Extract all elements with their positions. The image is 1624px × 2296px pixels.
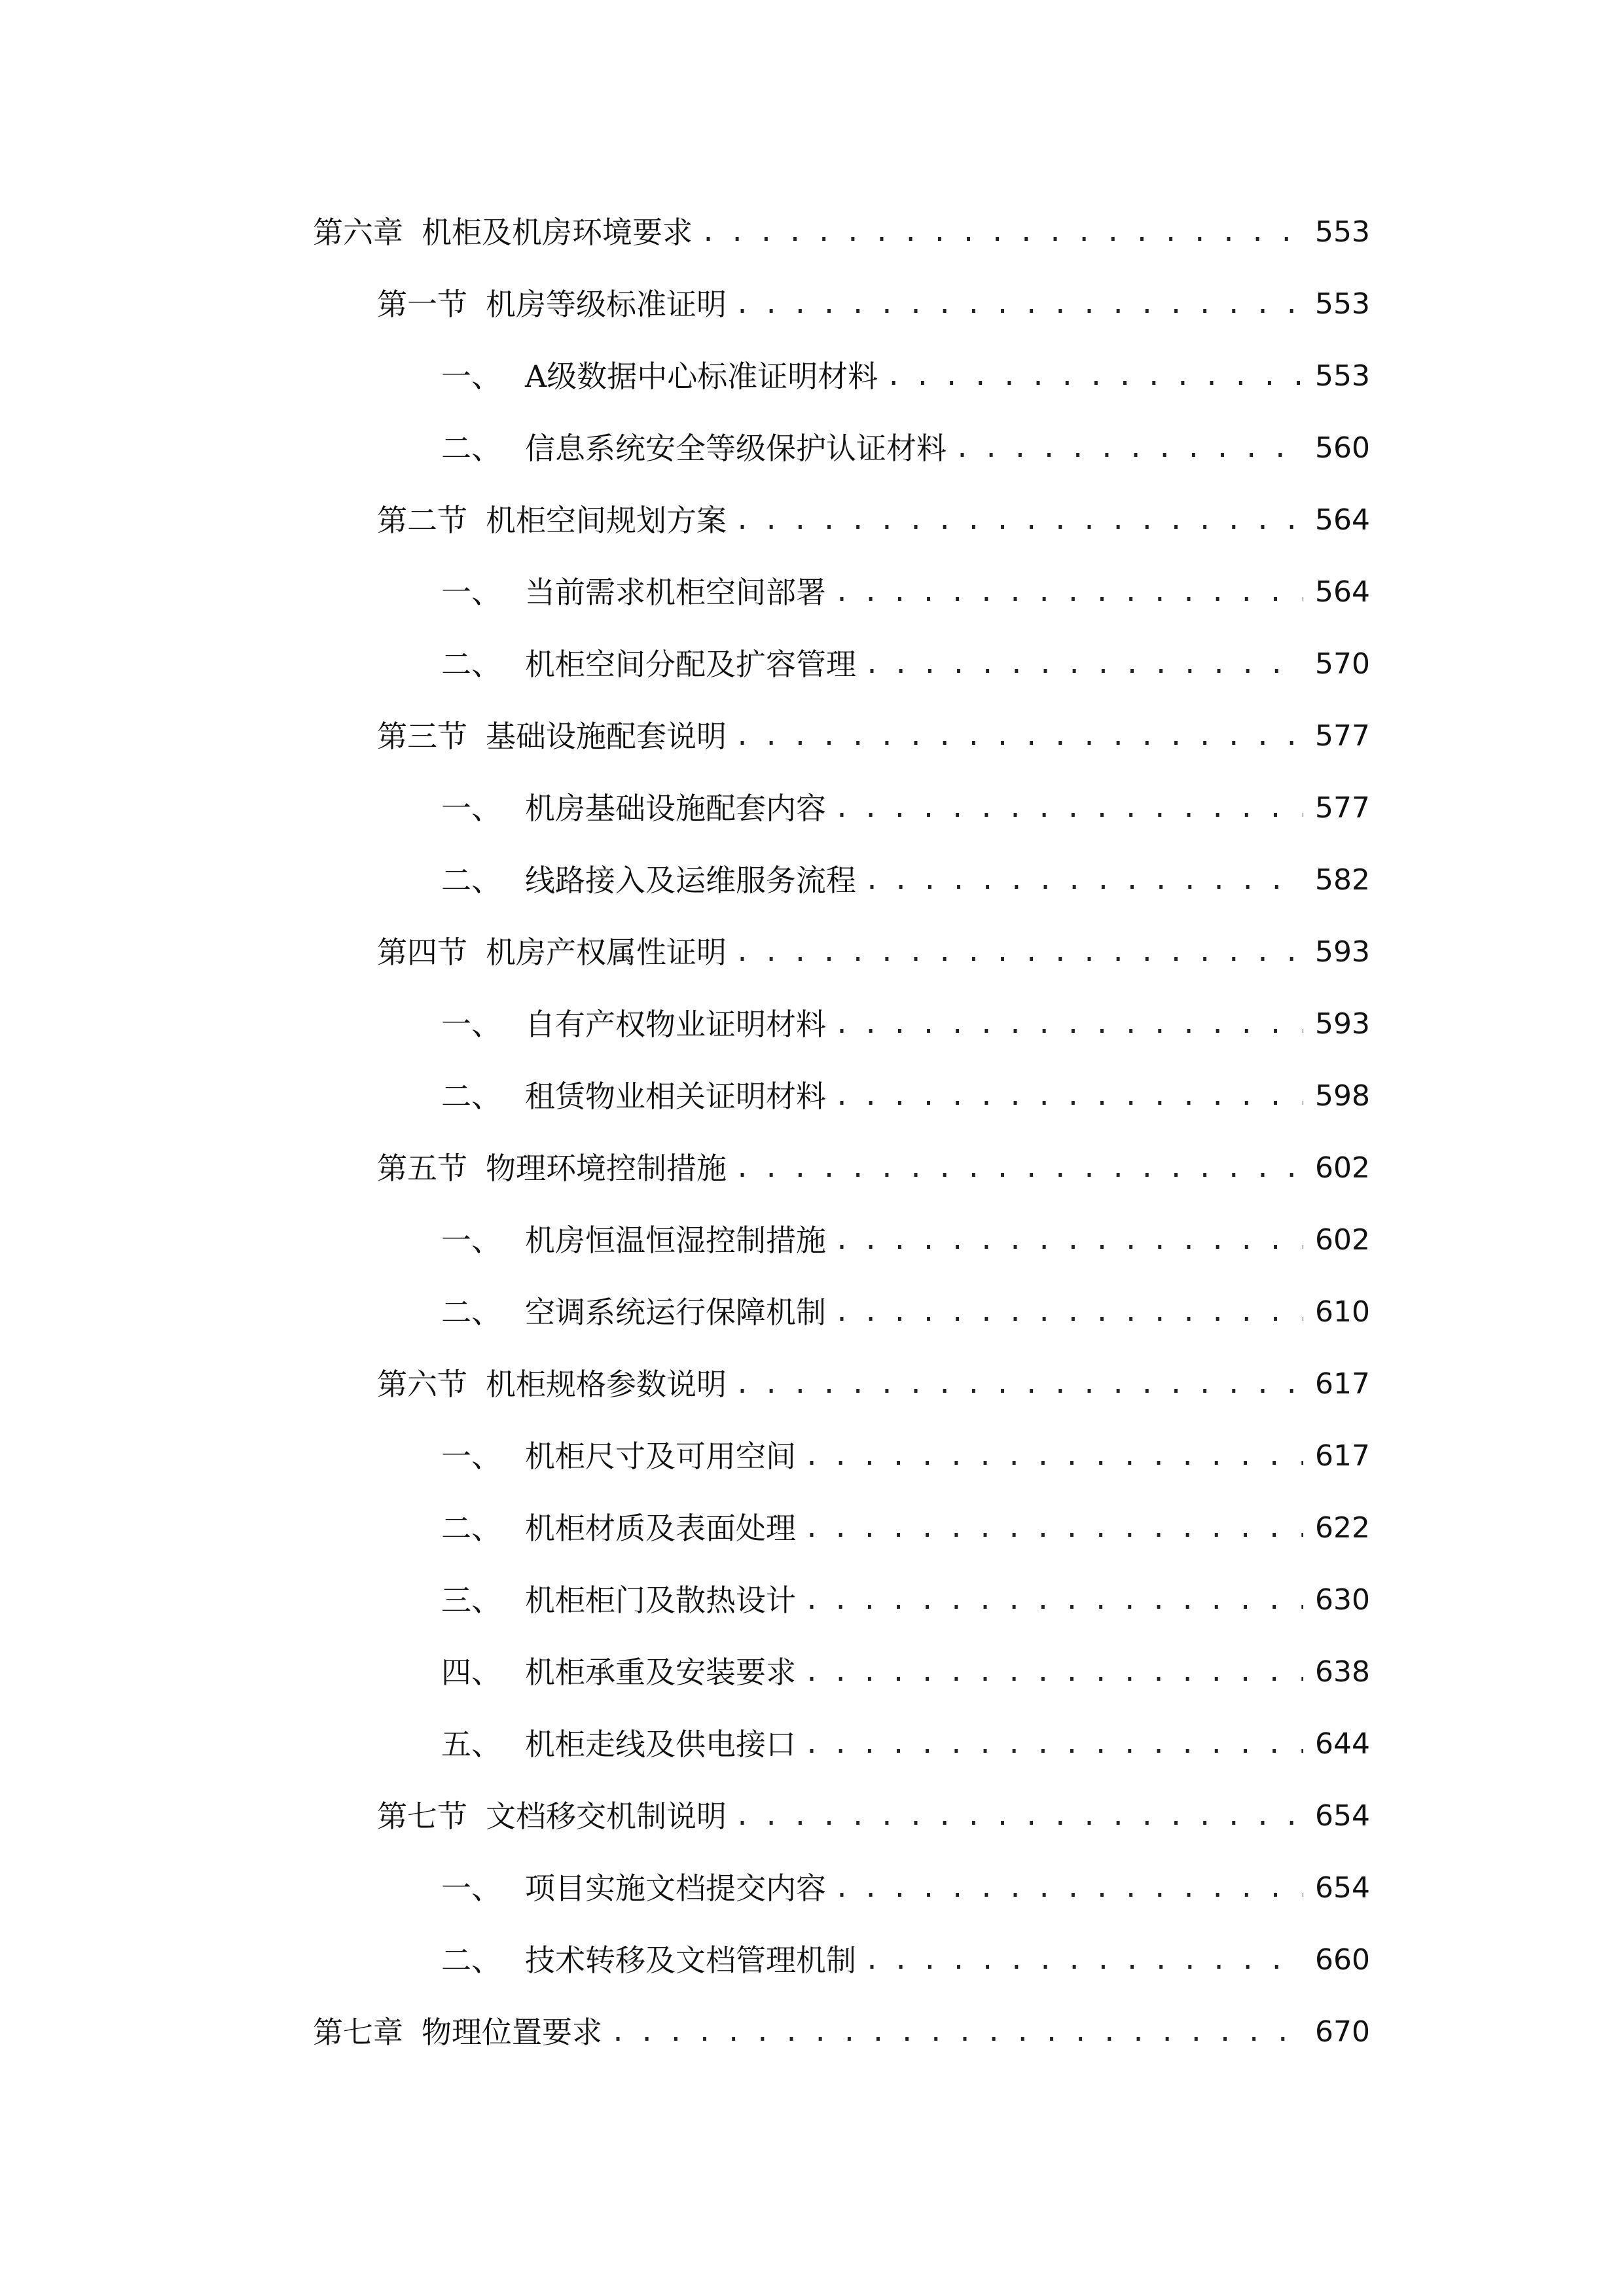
toc-title: 自有产权物业证明材料 bbox=[525, 1007, 826, 1042]
toc-dot-leader bbox=[834, 1276, 1303, 1348]
toc-number: 一、 bbox=[441, 1439, 501, 1474]
table-of-contents bbox=[0, 196, 1624, 2068]
toc-number: 一、 bbox=[441, 359, 501, 394]
toc-number: 二、 bbox=[441, 431, 501, 466]
toc-dot-leader bbox=[864, 844, 1303, 916]
toc-title: 空调系统运行保障机制 bbox=[525, 1295, 826, 1330]
toc-page-number: 560 bbox=[1315, 431, 1370, 465]
toc-dot-leader bbox=[864, 1924, 1303, 1996]
toc-title: 信息系统安全等级保护认证材料 bbox=[525, 431, 947, 466]
toc-page-number: 610 bbox=[1315, 1295, 1370, 1329]
toc-number: 三、 bbox=[441, 1583, 501, 1618]
toc-entry-subsection[interactable] bbox=[0, 340, 1624, 412]
toc-page-number: 577 bbox=[1315, 791, 1370, 825]
toc-dot-leader bbox=[834, 772, 1303, 844]
toc-dot-leader bbox=[734, 700, 1303, 772]
toc-page-number: 570 bbox=[1315, 647, 1370, 681]
toc-dot-leader bbox=[734, 916, 1303, 988]
toc-title: 机柜柜门及散热设计 bbox=[525, 1583, 796, 1618]
toc-page-number: 593 bbox=[1315, 935, 1370, 969]
toc-entry-section[interactable] bbox=[0, 1132, 1624, 1204]
toc-number: 二、 bbox=[441, 1079, 501, 1114]
toc-page-number: 622 bbox=[1315, 1511, 1370, 1545]
toc-page-number: 564 bbox=[1315, 503, 1370, 537]
toc-entry-subsection[interactable] bbox=[0, 1420, 1624, 1492]
toc-title: 基础设施配套说明 bbox=[486, 719, 727, 754]
toc-number: 二、 bbox=[441, 1295, 501, 1330]
toc-entry-section[interactable] bbox=[0, 268, 1624, 340]
toc-number: 第五节 bbox=[377, 1151, 467, 1186]
toc-number: 第四节 bbox=[377, 935, 467, 970]
toc-page-number: 617 bbox=[1315, 1439, 1370, 1473]
toc-title: 机柜材质及表面处理 bbox=[525, 1511, 796, 1546]
toc-entry-subsection[interactable] bbox=[0, 628, 1624, 700]
toc-entry-section[interactable] bbox=[0, 700, 1624, 772]
toc-title: 当前需求机柜空间部署 bbox=[525, 575, 826, 610]
toc-page-number: 577 bbox=[1315, 719, 1370, 753]
toc-number: 第六节 bbox=[377, 1367, 467, 1402]
toc-dot-leader bbox=[804, 1492, 1303, 1564]
toc-number: 第二节 bbox=[377, 503, 467, 538]
toc-dot-leader bbox=[804, 1708, 1303, 1780]
toc-entry-subsection[interactable] bbox=[0, 1492, 1624, 1564]
toc-number: 第七节 bbox=[377, 1799, 467, 1834]
toc-entry-section[interactable] bbox=[0, 1348, 1624, 1420]
toc-dot-leader bbox=[834, 988, 1303, 1060]
toc-title: 机房基础设施配套内容 bbox=[525, 791, 826, 826]
toc-number: 二、 bbox=[441, 1943, 501, 1978]
toc-dot-leader bbox=[700, 196, 1303, 268]
toc-entry-chapter[interactable] bbox=[0, 1996, 1624, 2068]
toc-entry-subsection[interactable] bbox=[0, 1636, 1624, 1708]
toc-number: 五、 bbox=[441, 1727, 501, 1762]
toc-title: 技术转移及文档管理机制 bbox=[525, 1943, 856, 1978]
toc-number: 第一节 bbox=[377, 287, 467, 322]
toc-page-number: 602 bbox=[1315, 1223, 1370, 1257]
toc-entry-subsection[interactable] bbox=[0, 1276, 1624, 1348]
toc-title: 机柜空间分配及扩容管理 bbox=[525, 647, 856, 682]
toc-dot-leader bbox=[864, 628, 1303, 700]
toc-dot-leader bbox=[804, 1420, 1303, 1492]
toc-page-number: 670 bbox=[1315, 2015, 1370, 2049]
toc-entry-subsection[interactable] bbox=[0, 412, 1624, 484]
toc-page-number: 593 bbox=[1315, 1007, 1370, 1041]
toc-number: 一、 bbox=[441, 1007, 501, 1042]
toc-title: 机柜走线及供电接口 bbox=[525, 1727, 796, 1762]
toc-page-number: 638 bbox=[1315, 1655, 1370, 1689]
toc-page-number: 553 bbox=[1315, 359, 1370, 393]
toc-dot-leader bbox=[734, 1348, 1303, 1420]
toc-page-number: 660 bbox=[1315, 1943, 1370, 1977]
toc-title: 机房产权属性证明 bbox=[486, 935, 727, 970]
toc-dot-leader bbox=[834, 1060, 1303, 1132]
toc-title: A级数据中心标准证明材料 bbox=[525, 359, 878, 394]
toc-title: 机柜空间规划方案 bbox=[486, 503, 727, 538]
toc-entry-subsection[interactable] bbox=[0, 1852, 1624, 1924]
toc-page-number: 602 bbox=[1315, 1151, 1370, 1185]
toc-dot-leader bbox=[734, 268, 1303, 340]
toc-dot-leader bbox=[610, 1996, 1303, 2068]
toc-title: 租赁物业相关证明材料 bbox=[525, 1079, 826, 1114]
toc-title: 机柜规格参数说明 bbox=[486, 1367, 727, 1402]
toc-dot-leader bbox=[834, 1204, 1303, 1276]
toc-dot-leader bbox=[734, 1132, 1303, 1204]
toc-dot-leader bbox=[804, 1564, 1303, 1636]
toc-entry-subsection[interactable] bbox=[0, 1708, 1624, 1780]
toc-entry-subsection[interactable] bbox=[0, 1060, 1624, 1132]
toc-page-number: 617 bbox=[1315, 1367, 1370, 1401]
toc-page-number: 654 bbox=[1315, 1871, 1370, 1905]
toc-title: 机房恒温恒湿控制措施 bbox=[525, 1223, 826, 1258]
toc-entry-subsection[interactable] bbox=[0, 1564, 1624, 1636]
toc-title: 机柜尺寸及可用空间 bbox=[525, 1439, 796, 1474]
toc-title: 物理环境控制措施 bbox=[486, 1151, 727, 1186]
toc-number: 第三节 bbox=[377, 719, 467, 754]
toc-title: 机柜承重及安装要求 bbox=[525, 1655, 796, 1690]
toc-page-number: 564 bbox=[1315, 575, 1370, 609]
toc-entry-subsection[interactable] bbox=[0, 1204, 1624, 1276]
toc-entry-section[interactable] bbox=[0, 916, 1624, 988]
toc-dot-leader bbox=[804, 1636, 1303, 1708]
toc-title: 机房等级标准证明 bbox=[486, 287, 727, 322]
toc-page-number: 654 bbox=[1315, 1799, 1370, 1833]
toc-number: 第七章 bbox=[313, 2015, 403, 2050]
toc-number: 一、 bbox=[441, 791, 501, 826]
toc-title: 机柜及机房环境要求 bbox=[422, 215, 693, 250]
toc-title: 物理位置要求 bbox=[422, 2015, 602, 2050]
toc-entry-section[interactable] bbox=[0, 484, 1624, 556]
toc-entry-subsection[interactable] bbox=[0, 772, 1624, 844]
toc-number: 第六章 bbox=[313, 215, 403, 250]
toc-page-number: 644 bbox=[1315, 1727, 1370, 1761]
toc-dot-leader bbox=[954, 412, 1303, 484]
toc-dot-leader bbox=[834, 556, 1303, 628]
toc-entry-chapter[interactable] bbox=[0, 196, 1624, 268]
toc-page-number: 582 bbox=[1315, 863, 1370, 897]
toc-number: 二、 bbox=[441, 1511, 501, 1546]
toc-page-number: 553 bbox=[1315, 215, 1370, 249]
toc-dot-leader bbox=[886, 340, 1303, 412]
toc-title: 项目实施文档提交内容 bbox=[525, 1871, 826, 1906]
toc-dot-leader bbox=[834, 1852, 1303, 1924]
toc-number: 一、 bbox=[441, 1223, 501, 1258]
toc-number: 二、 bbox=[441, 863, 501, 898]
toc-entry-subsection[interactable] bbox=[0, 988, 1624, 1060]
toc-number: 一、 bbox=[441, 1871, 501, 1906]
toc-title: 文档移交机制说明 bbox=[486, 1799, 727, 1834]
toc-page-number: 598 bbox=[1315, 1079, 1370, 1113]
toc-page-number: 630 bbox=[1315, 1583, 1370, 1617]
toc-number: 一、 bbox=[441, 575, 501, 610]
toc-entry-subsection[interactable] bbox=[0, 1924, 1624, 1996]
toc-dot-leader bbox=[734, 1780, 1303, 1852]
toc-entry-subsection[interactable] bbox=[0, 556, 1624, 628]
toc-page-number: 553 bbox=[1315, 287, 1370, 321]
toc-entry-subsection[interactable] bbox=[0, 844, 1624, 916]
toc-dot-leader bbox=[734, 484, 1303, 556]
toc-entry-section[interactable] bbox=[0, 1780, 1624, 1852]
toc-number: 二、 bbox=[441, 647, 501, 682]
toc-title: 线路接入及运维服务流程 bbox=[525, 863, 856, 898]
toc-number: 四、 bbox=[441, 1655, 501, 1690]
